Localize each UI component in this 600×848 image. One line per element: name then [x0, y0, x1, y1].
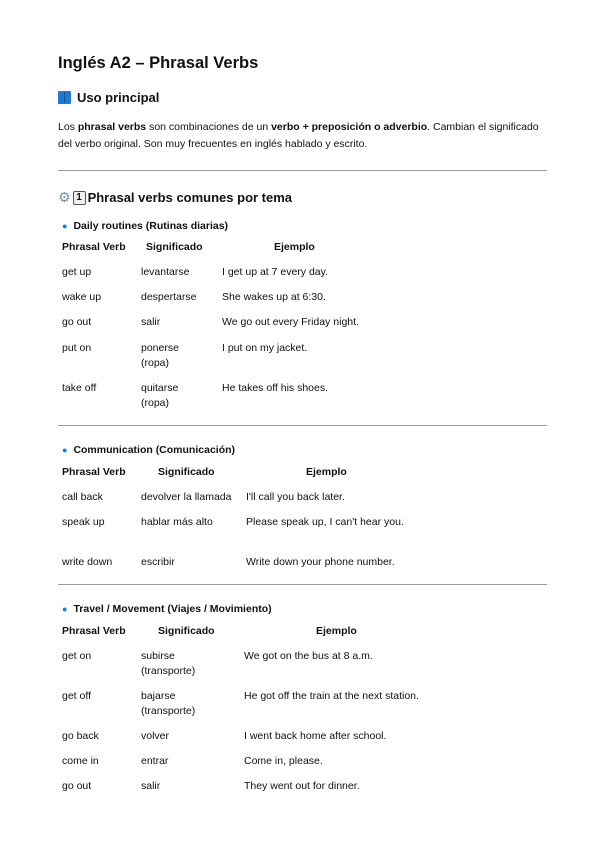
cell-meaning: volver — [141, 730, 170, 742]
divider — [58, 584, 547, 585]
cell-example: Please speak up, I can't hear you. — [246, 516, 404, 528]
cell-meaning: salir — [141, 780, 161, 792]
intro-paragraph — [58, 119, 548, 153]
bullet-icon: ● — [62, 604, 68, 614]
number-one-keycap-icon: 1 — [73, 191, 86, 205]
table-title-label: Travel / Movement (Viajes / Movimiento) — [73, 603, 272, 615]
cell-verb: go out — [62, 316, 92, 328]
bullet-icon: ● — [62, 221, 68, 231]
divider — [58, 170, 547, 171]
cell-example: I get up at 7 every day. — [222, 266, 329, 278]
cell-meaning: salir — [141, 316, 161, 328]
cell-meaning: escribir — [141, 556, 175, 568]
cell-example: She wakes up at 6:30. — [222, 291, 326, 303]
table-title-travel — [62, 603, 272, 615]
cell-meaning: ponerse (ropa) — [141, 342, 179, 369]
cell-meaning: despertarse — [141, 291, 197, 303]
bullet-icon: ● — [62, 445, 68, 455]
gear-icon: ⚙ — [58, 189, 71, 205]
page-title: Inglés A2 – Phrasal Verbs — [58, 54, 259, 72]
cell-example: Come in, please. — [244, 755, 323, 767]
column-header-meaning: Significado — [158, 466, 215, 478]
book-icon — [58, 91, 71, 104]
intro-bold-phrasal-verbs: phrasal verbs — [77, 121, 147, 133]
cell-example: I put on my jacket. — [222, 342, 308, 354]
cell-verb: get up — [62, 266, 92, 278]
cell-meaning: entrar — [141, 755, 169, 767]
cell-example: We go out every Friday night. — [222, 316, 359, 328]
divider — [58, 425, 547, 426]
column-header-example: Ejemplo — [274, 241, 315, 253]
cell-meaning: levantarse — [141, 266, 190, 278]
section-heading-comunes-label: Phrasal verbs comunes por tema — [87, 190, 293, 205]
cell-meaning: quitarse (ropa) — [141, 382, 179, 409]
table-title-daily-routines — [62, 220, 228, 232]
column-header-verb: Phrasal Verb — [62, 241, 126, 253]
cell-verb: get on — [62, 650, 92, 662]
intro-bold-definition: verbo + preposición o adverbio — [271, 121, 428, 133]
column-header-example: Ejemplo — [316, 625, 357, 637]
cell-example: We got on the bus at 8 a.m. — [244, 650, 373, 662]
cell-meaning: hablar más alto — [141, 516, 213, 528]
cell-verb: come in — [62, 755, 99, 767]
section-heading-uso-label: Uso principal — [77, 90, 160, 105]
cell-verb: get off — [62, 690, 91, 702]
cell-meaning: subirse (transporte) — [141, 650, 196, 677]
cell-verb: put on — [62, 342, 92, 354]
intro-text-1: Los — [58, 121, 78, 133]
cell-example: I went back home after school. — [244, 730, 387, 742]
cell-example: They went out for dinner. — [244, 780, 360, 792]
section-heading-uso — [58, 90, 159, 105]
cell-verb: call back — [62, 491, 103, 503]
section-heading-comunes — [58, 189, 292, 206]
cell-example: I'll call you back later. — [246, 491, 345, 503]
column-header-meaning: Significado — [146, 241, 203, 253]
column-header-verb: Phrasal Verb — [62, 466, 126, 478]
column-header-example: Ejemplo — [306, 466, 347, 478]
intro-text-2: son combinaciones de un — [146, 121, 272, 133]
cell-example: Write down your phone number. — [246, 556, 395, 568]
cell-example: He got off the train at the next station. — [244, 690, 419, 702]
cell-verb: wake up — [62, 291, 102, 303]
column-header-meaning: Significado — [158, 625, 215, 637]
column-header-verb: Phrasal Verb — [62, 625, 126, 637]
table-title-label: Communication (Comunicación) — [73, 444, 236, 456]
intro-text-3: . Cambian el significado del verbo original. Son muy frecuentes en inglés hablado y escrito. — [58, 121, 539, 150]
cell-verb: speak up — [62, 516, 105, 528]
cell-verb: go back — [62, 730, 99, 742]
cell-verb: write down — [62, 556, 113, 568]
cell-verb: go out — [62, 780, 92, 792]
table-title-label: Daily routines (Rutinas diarias) — [73, 220, 229, 232]
cell-meaning: bajarse (transporte) — [141, 690, 196, 717]
cell-meaning: devolver la llamada — [141, 491, 232, 503]
cell-example: He takes off his shoes. — [222, 382, 329, 394]
table-title-communication — [62, 444, 235, 456]
cell-verb: take off — [62, 382, 97, 394]
